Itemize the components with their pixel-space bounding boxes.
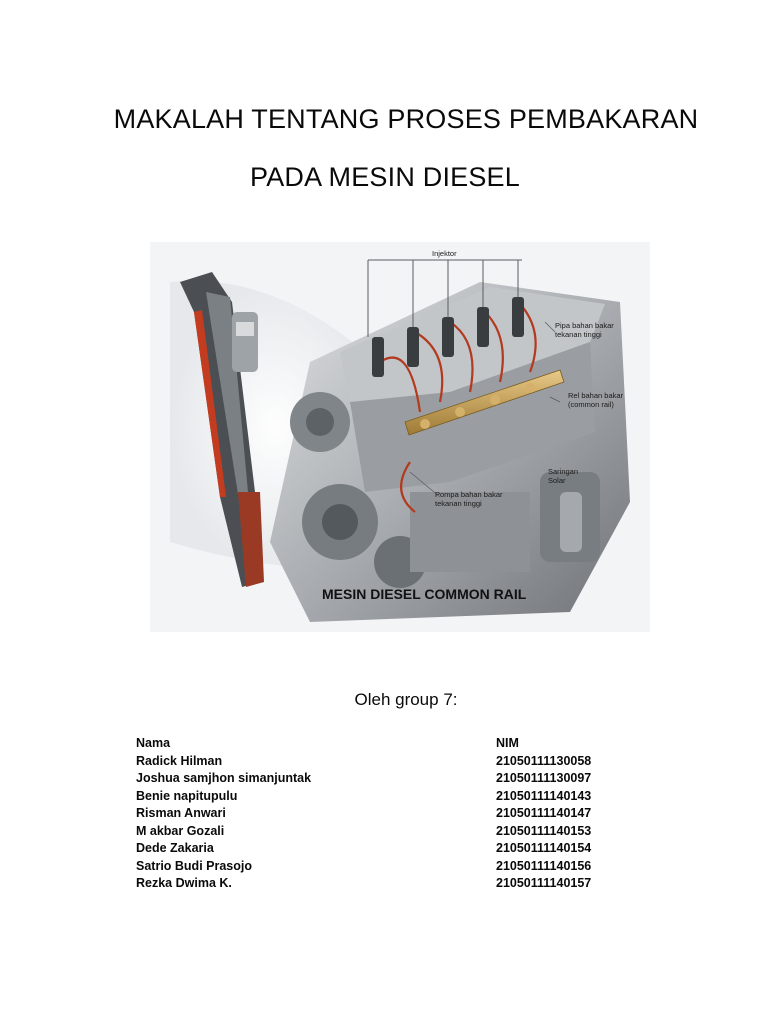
member-nim: 21050111140153 [496,823,592,838]
member-nim: 21050111140154 [496,841,592,855]
member-name: Rezka Dwima K. [136,876,232,890]
roster-row [136,753,616,771]
member-nim: 21050111140147 [496,806,592,820]
label-pump-line1: Pompa bahan bakar [435,490,503,499]
roster-row [136,770,616,788]
roster-row [136,805,616,823]
member-nim: 21050111130097 [496,771,592,785]
label-pipe-line2: tekanan tinggi [555,330,602,339]
member-name: Risman Anwari [136,806,226,820]
roster-header-name: Nama [136,736,171,750]
member-nim: 21050111140156 [496,858,592,873]
roster-row [136,840,616,858]
member-roster [136,735,616,893]
document-title-line1: MAKALAH TENTANG PROSES PEMBAKARAN [113,104,699,134]
member-nim: 21050111140157 [496,876,592,890]
document-title-line2: PADA MESIN DIESEL [250,162,520,192]
member-name: Dede Zakaria [136,841,214,855]
member-name: M akbar Gozali [136,823,225,838]
label-pipe-line1: Pipa bahan bakar [555,321,614,330]
member-name: Satrio Budi Prasojo [136,858,252,873]
label-filter-line1: Saringan [548,467,579,476]
label-filter-line2: Solar [548,476,566,485]
label-rail-line2: (common rail) [568,400,614,409]
member-name: Radick Hilman [136,753,223,768]
label-injector: Injektor [432,249,457,258]
engine-illustration [150,242,650,632]
member-name: Joshua samjhon simanjuntak [136,771,312,785]
roster-row [136,858,616,876]
roster-row [136,788,616,806]
member-name: Benie napitupulu [136,788,238,803]
label-pump-line2: tekanan tinggi [435,499,482,508]
roster-row [136,823,616,841]
byline: Oleh group 7: [354,690,458,709]
roster-header [136,735,616,753]
member-nim: 21050111140143 [496,788,592,803]
label-rail-line1: Rel bahan bakar [568,391,624,400]
roster-header-nim: NIM [496,736,519,750]
roster-row [136,875,616,893]
figure-caption: MESIN DIESEL COMMON RAIL [322,586,527,602]
member-nim: 21050111130058 [496,753,592,768]
